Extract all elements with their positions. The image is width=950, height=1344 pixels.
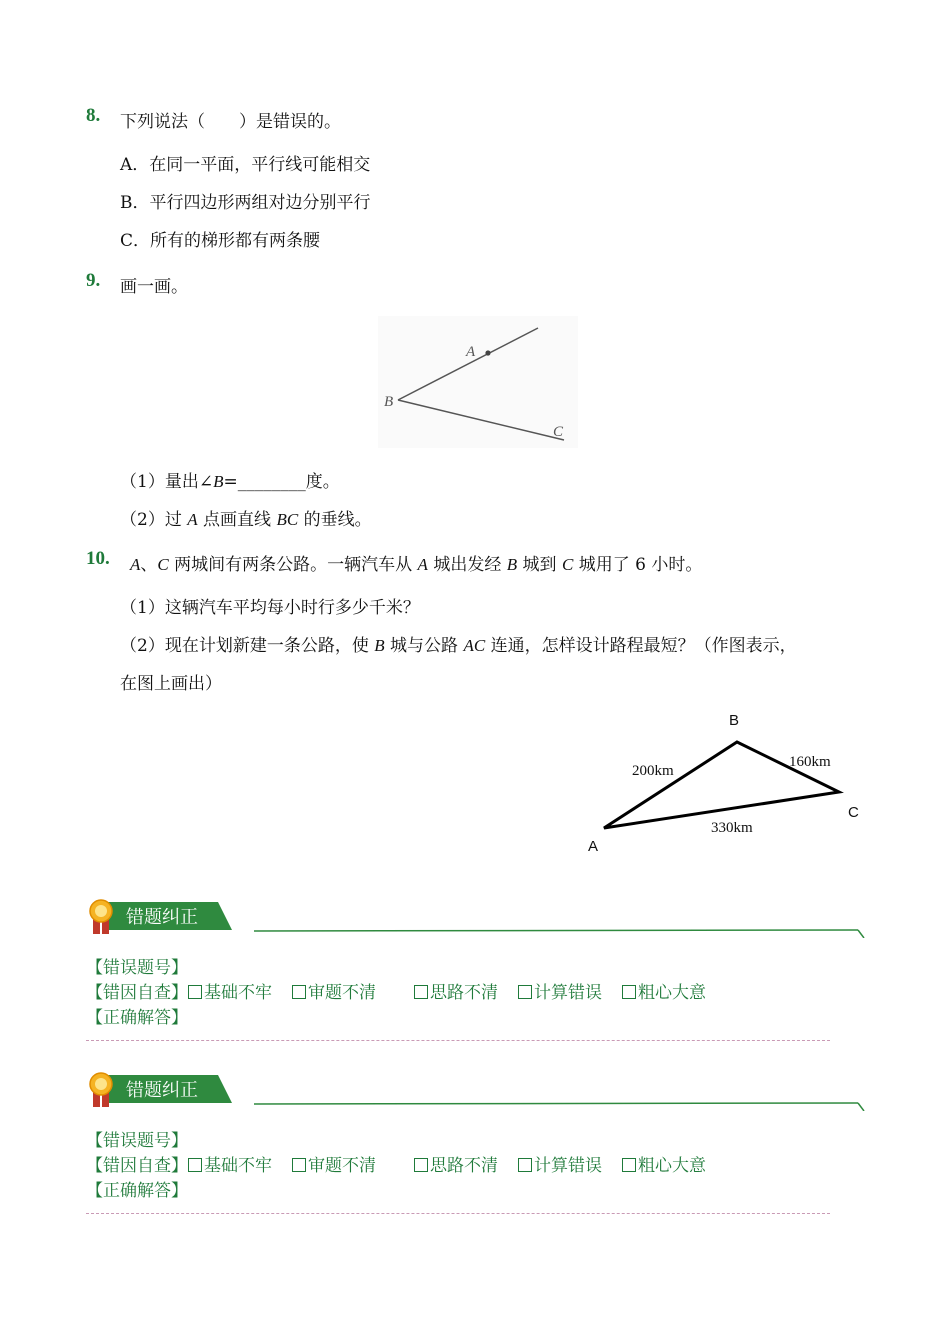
q10-sub2-p3: AC xyxy=(463,636,486,655)
point-a xyxy=(485,350,490,355)
q10-stem-p3: 两城间有两条公路。一辆汽车从 xyxy=(168,555,418,575)
q10-sub2-p2: 城与公路 xyxy=(384,636,464,656)
q8-option-c: C．所有的梯形都有两条腰 xyxy=(120,231,321,251)
banner-rule-2 xyxy=(254,1103,858,1104)
q10-stem-p5: 城出发经 xyxy=(427,555,507,575)
option-careless: 粗心大意 xyxy=(638,983,706,1003)
triangle-figure xyxy=(580,705,880,865)
option-foundation: 基础不牢 xyxy=(204,983,272,1003)
review-error-no-2: 【错误题号】 xyxy=(86,1131,188,1151)
q9-sub2-var2: BC xyxy=(276,510,299,529)
option-calculation: 计算错误 xyxy=(534,1156,602,1176)
option-thinking: 思路不清 xyxy=(430,1156,498,1176)
label-a: A xyxy=(466,344,476,360)
q8-number: 8. xyxy=(86,105,101,126)
medal-center xyxy=(95,905,107,917)
vertex-a-label: A xyxy=(588,838,599,855)
q9-stem: 画一画。 xyxy=(120,277,188,297)
q10-stem-p6: B xyxy=(506,555,518,574)
option-careless: 粗心大意 xyxy=(638,1156,706,1176)
review-cause-label-2: 【错因自查】 xyxy=(86,1156,188,1176)
review-answer-2: 【正确解答】 xyxy=(86,1181,188,1201)
q10-stem-p8: C xyxy=(561,555,574,574)
edge-bc-label: 160km xyxy=(789,754,831,770)
q10-sub2 xyxy=(120,631,797,656)
label-c: C xyxy=(553,424,564,440)
checkbox-careless[interactable] xyxy=(622,985,636,999)
q10-stem-p7: 城到 xyxy=(517,555,562,575)
medal-center xyxy=(95,1078,107,1090)
q9-sub1-pre: （1）量出∠ xyxy=(120,472,214,492)
label-b: B xyxy=(384,394,394,410)
q10-stem-p9: 城用了 6 小时。 xyxy=(573,555,703,575)
option-reading: 审题不清 xyxy=(308,983,376,1003)
q10-number: 10. xyxy=(86,548,110,569)
q8-stem: 下列说法（ ）是错误的。 xyxy=(120,112,341,132)
q9-sub2-mid: 点画直线 xyxy=(197,510,277,530)
q10-sub1: （1）这辆汽车平均每小时行多少千米？ xyxy=(120,598,420,618)
vertex-c-label: C xyxy=(848,804,859,821)
review-banner-graphic-2 xyxy=(86,1071,876,1111)
q9-sub2-var1: A xyxy=(187,510,198,529)
checkbox-calculation[interactable] xyxy=(518,1158,532,1172)
q10-sub2-p4: 连通，怎样设计路程最短？（作图表示， xyxy=(485,636,797,656)
checkbox-foundation[interactable] xyxy=(188,1158,202,1172)
option-thinking: 思路不清 xyxy=(430,983,498,1003)
option-foundation: 基础不牢 xyxy=(204,1156,272,1176)
angle-figure-background xyxy=(378,316,578,448)
review-cause-row-2 xyxy=(86,1151,706,1176)
medal-icon xyxy=(88,898,114,936)
q10-sub2-p0: （2）现在计划新建一条公路，使 xyxy=(120,636,375,656)
q10-sub2-p1: B xyxy=(374,636,385,655)
q10-sub2-continued: 在图上画出） xyxy=(120,674,222,694)
q8-option-b: B．平行四边形两组对边分别平行 xyxy=(120,193,371,213)
q10-stem-p0: A xyxy=(130,555,141,574)
q9-sub2-pre: （2）过 xyxy=(120,510,188,530)
q9-sub1-post: =________度。 xyxy=(223,472,340,492)
review-error-no-1: 【错误题号】 xyxy=(86,958,188,978)
q9-sub1 xyxy=(120,467,340,492)
checkbox-thinking[interactable] xyxy=(414,1158,428,1172)
review-header-1 xyxy=(86,898,876,938)
checkbox-reading[interactable] xyxy=(292,985,306,999)
divider-1 xyxy=(86,1040,830,1041)
review-answer-1: 【正确解答】 xyxy=(86,1008,188,1028)
review-title-2: 错题纠正 xyxy=(126,1080,198,1101)
q9-sub1-var: B xyxy=(213,472,224,491)
q10-stem-p2: C xyxy=(157,555,169,574)
checkbox-foundation[interactable] xyxy=(188,985,202,999)
medal-icon xyxy=(88,1071,114,1109)
review-banner-graphic-1 xyxy=(86,898,876,938)
review-cause-label-1: 【错因自查】 xyxy=(86,983,188,1003)
review-title-1: 错题纠正 xyxy=(126,907,198,928)
divider-2 xyxy=(86,1213,830,1214)
option-calculation: 计算错误 xyxy=(534,983,602,1003)
review-header-2 xyxy=(86,1071,876,1111)
review-cause-row-1 xyxy=(86,978,706,1003)
banner-rule-tail-2 xyxy=(858,1103,864,1111)
q9-sub2-post: 的垂线。 xyxy=(298,510,372,530)
q9-sub2 xyxy=(120,505,372,530)
checkbox-reading[interactable] xyxy=(292,1158,306,1172)
q10-stem-p4: A xyxy=(417,555,428,574)
angle-figure xyxy=(378,316,578,448)
checkbox-careless[interactable] xyxy=(622,1158,636,1172)
banner-rule-1 xyxy=(254,930,858,931)
banner-rule-tail-1 xyxy=(858,930,864,938)
q9-number: 9. xyxy=(86,270,101,291)
option-reading: 审题不清 xyxy=(308,1156,376,1176)
checkbox-thinking[interactable] xyxy=(414,985,428,999)
vertex-b-label: B xyxy=(729,712,740,729)
edge-ab-label: 200km xyxy=(632,763,674,779)
q8-option-a: A．在同一平面，平行线可能相交 xyxy=(120,155,371,175)
q10-stem xyxy=(130,550,702,575)
edge-ac-label: 330km xyxy=(711,820,753,836)
q10-stem-p1: 、 xyxy=(140,555,158,575)
checkbox-calculation[interactable] xyxy=(518,985,532,999)
